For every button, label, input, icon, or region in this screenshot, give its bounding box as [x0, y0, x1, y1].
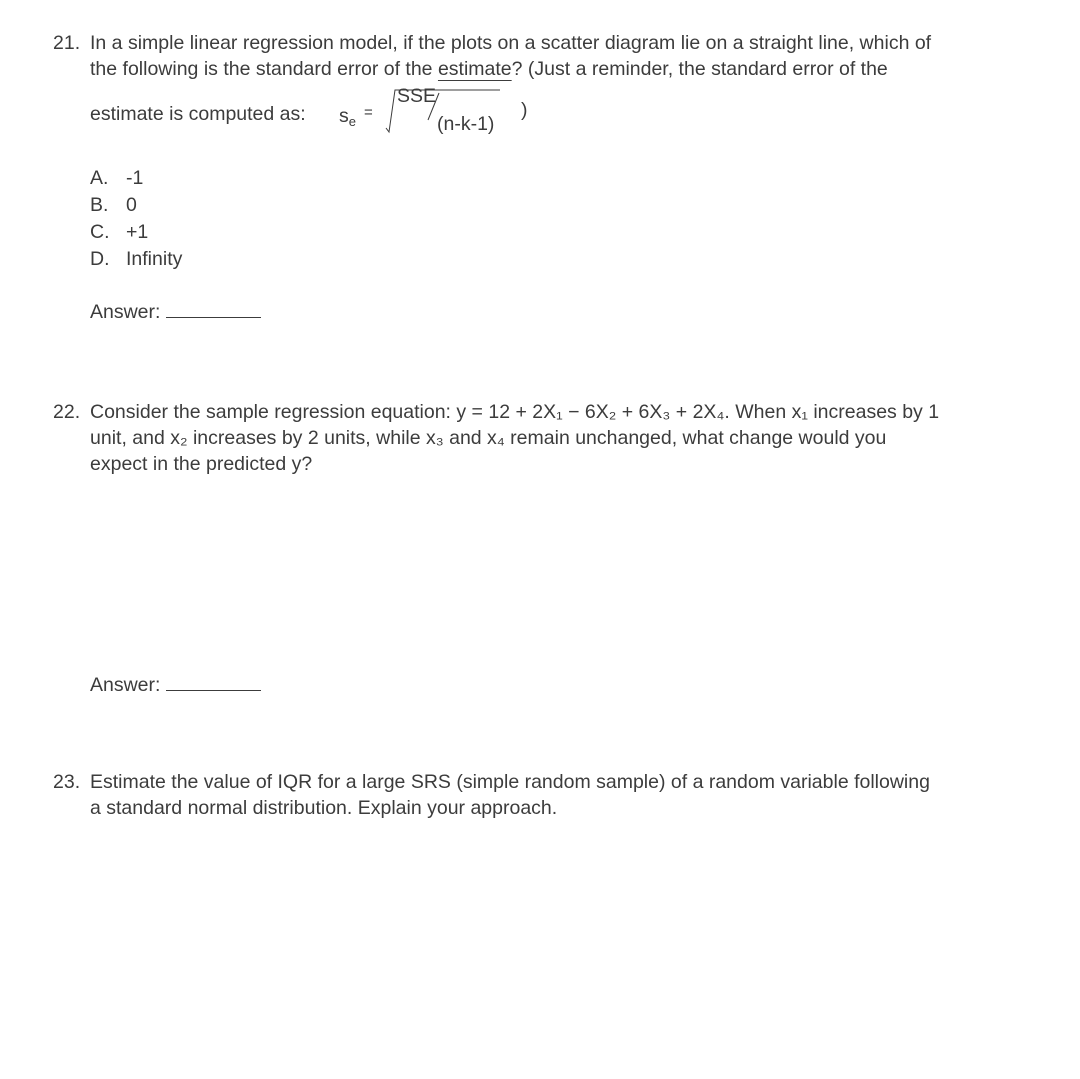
- question-23-text-2: a standard normal distribution. Explain your approach.: [90, 797, 558, 819]
- option-a-letter: A.: [90, 167, 109, 189]
- question-21-line-1: [53, 30, 1043, 56]
- formula-s: $s_e$: [339, 105, 356, 129]
- option-c-text: +1: [126, 221, 149, 243]
- question-21-options: [90, 165, 182, 273]
- question-22-number: 22.: [53, 401, 81, 423]
- option-c[interactable]: [90, 219, 182, 246]
- option-d-letter: D.: [90, 248, 110, 270]
- question-22-text-3: expect in the predicted y?: [90, 453, 313, 475]
- question-23: [53, 769, 1043, 821]
- question-21-text-2c: ? (Just a reminder, the standard error of the: [511, 58, 888, 80]
- formula-lead-text: estimate is computed as:: [90, 103, 306, 125]
- formula-close-paren: ): [521, 99, 528, 121]
- formula-equals: =: [364, 104, 373, 121]
- question-21-text-2b: estimate: [437, 58, 512, 80]
- question-21-answer: [90, 299, 261, 325]
- option-b-letter: B.: [90, 194, 109, 216]
- question-22-text-2: unit, and x₂ increases by 2 units, while x₃ and x₄ remain unchanged, what change would you: [90, 427, 887, 449]
- option-c-letter: C.: [90, 221, 110, 243]
- question-22-answer: [90, 672, 261, 698]
- question-22-line-1: [53, 399, 1043, 425]
- option-a[interactable]: [90, 165, 182, 192]
- question-22-answer-label: Answer:: [90, 674, 161, 696]
- question-23-text-1: Estimate the value of IQR for a large SRS (simple random sample) of a random variable following: [90, 771, 930, 793]
- question-21: [53, 30, 1043, 144]
- option-b-text: 0: [126, 194, 137, 216]
- question-22-answer-blank[interactable]: [166, 673, 261, 691]
- formula-denominator: (n-k-1): [437, 113, 495, 135]
- question-23-number: 23.: [53, 771, 81, 793]
- standard-error-formula: [90, 84, 1043, 144]
- question-22: [53, 399, 1043, 477]
- option-d-text: Infinity: [126, 248, 183, 270]
- question-21-number: 21.: [53, 32, 81, 54]
- question-21-answer-label: Answer:: [90, 301, 161, 323]
- question-21-text-1: In a simple linear regression model, if the plots on a scatter diagram lie on a straight line, which of: [90, 32, 932, 54]
- formula-numerator: SSE: [397, 85, 437, 107]
- question-21-answer-blank[interactable]: [166, 300, 261, 318]
- question-21-text-2a: the following is the standard error of the: [90, 58, 438, 80]
- option-a-text: -1: [126, 167, 144, 189]
- question-23-line-1: [53, 769, 1043, 795]
- question-22-text-1: Consider the sample regression equation: y = 12 + 2X₁ − 6X₂ + 6X₃ + 2X₄. When x₁ increases by 1: [90, 401, 940, 423]
- option-d[interactable]: [90, 246, 182, 273]
- question-21-line-2: [90, 56, 1043, 82]
- formula-subscript-e: e: [348, 114, 356, 129]
- option-b[interactable]: [90, 192, 182, 219]
